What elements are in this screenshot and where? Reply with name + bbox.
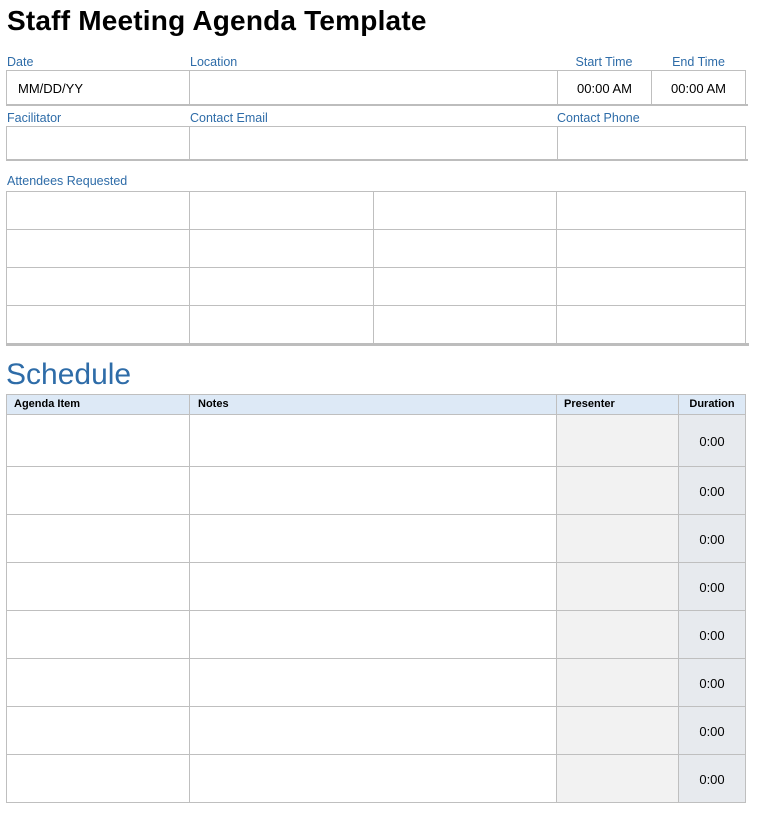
date-label: Date: [7, 55, 34, 69]
date-value: MM/DD/YY: [18, 81, 83, 96]
facilitator-field[interactable]: [6, 126, 190, 161]
grid-line: [6, 562, 746, 563]
column-header-notes: Notes: [198, 398, 229, 410]
duration-value[interactable]: 0:00: [699, 676, 725, 691]
contact-email-field[interactable]: [189, 126, 558, 161]
grid-line: [189, 191, 190, 344]
grid-line: [6, 514, 746, 515]
facilitator-label: Facilitator: [7, 111, 62, 125]
start-time-value: 00:00 AM: [577, 81, 632, 96]
duration-value[interactable]: 0:00: [699, 532, 725, 547]
grid-line: [556, 394, 557, 803]
page-title: Staff Meeting Agenda Template: [7, 5, 427, 36]
column-header-agenda-item: Agenda Item: [14, 398, 81, 410]
grid-line: [6, 267, 746, 268]
divider: [6, 104, 748, 106]
grid-line: [678, 394, 679, 803]
duration-value[interactable]: 0:00: [699, 772, 725, 787]
divider: [6, 343, 749, 346]
duration-value[interactable]: 0:00: [699, 628, 725, 643]
schedule-header: [6, 394, 746, 415]
schedule-border: [6, 414, 746, 803]
duration-value[interactable]: 0:00: [699, 434, 725, 449]
location-label: Location: [190, 55, 238, 69]
grid-line: [6, 658, 746, 659]
column-header-presenter: Presenter: [564, 398, 615, 410]
grid-line: [556, 191, 557, 344]
grid-line: [6, 610, 746, 611]
attendees-label: Attendees Requested: [7, 174, 128, 188]
start-time-label: Start Time: [575, 55, 633, 69]
grid-line: [373, 191, 374, 344]
end-time-label: End Time: [672, 55, 725, 69]
grid-line: [6, 229, 746, 230]
end-time-value: 00:00 AM: [671, 81, 726, 96]
duration-value[interactable]: 0:00: [699, 484, 725, 499]
duration-value[interactable]: 0:00: [699, 580, 725, 595]
grid-line: [6, 706, 746, 707]
schedule-title: Schedule: [6, 358, 132, 391]
grid-line: [6, 466, 746, 467]
contact-phone-label: Contact Phone: [557, 111, 640, 125]
divider: [6, 159, 748, 161]
location-field[interactable]: [189, 70, 558, 106]
grid-line: [189, 394, 190, 803]
grid-line: [6, 754, 746, 755]
duration-value[interactable]: 0:00: [699, 724, 725, 739]
grid-line: [6, 305, 746, 306]
contact-phone-field[interactable]: [557, 126, 746, 161]
contact-email-label: Contact Email: [190, 111, 268, 125]
column-header-duration: Duration: [689, 398, 735, 410]
